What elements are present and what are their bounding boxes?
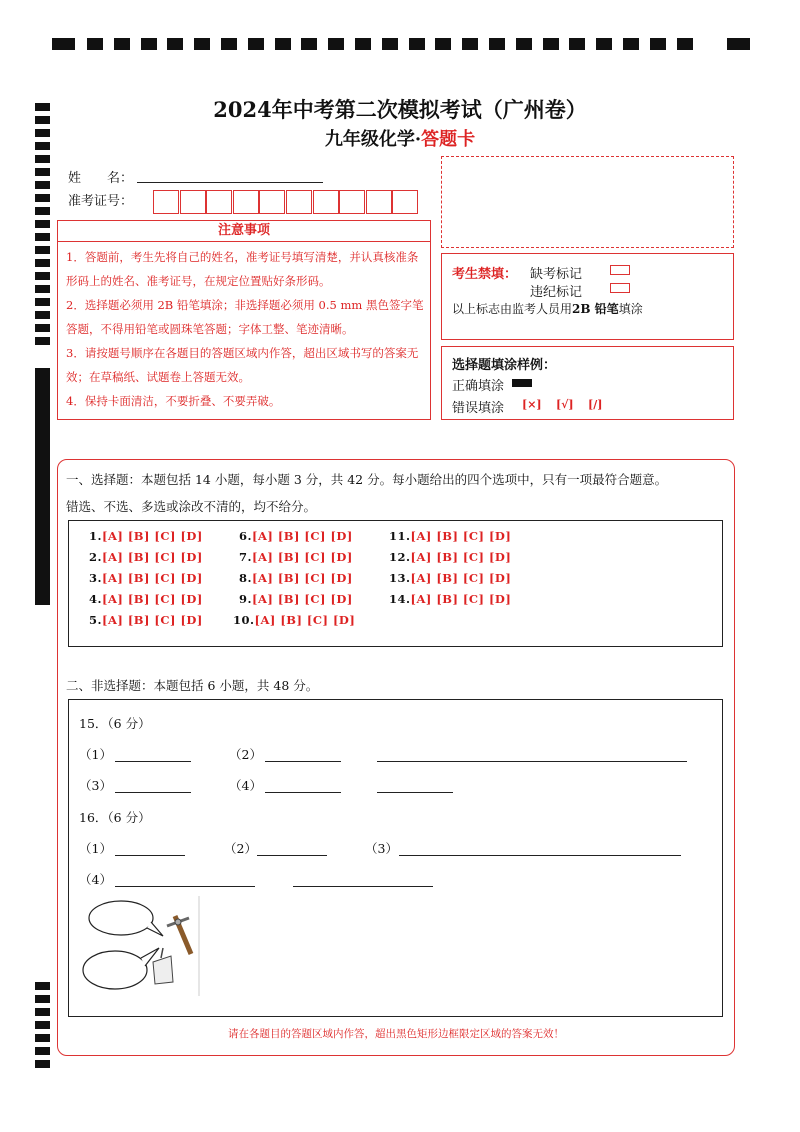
- notice-item: 4．保持卡面清洁，不要折叠、不要弄破。: [66, 394, 281, 408]
- timing-mark: [301, 38, 317, 50]
- notice-item: 1．答题前，考生先将自己的姓名，准考证号填写清楚，并认真核准条形码上的姓名、准考证号，在规定位置贴好条形码。: [66, 250, 419, 288]
- exam-id-cell[interactable]: [339, 190, 365, 214]
- section2-title: 二、非选择题：本题包括 6 小题，共 48 分。: [66, 678, 319, 693]
- violation-label: 违纪标记: [530, 285, 583, 300]
- choice-options[interactable]: [A] [B] [C] [D]: [252, 529, 353, 543]
- timing-mark: [543, 38, 559, 50]
- choice-question[interactable]: [239, 550, 353, 564]
- section1-instruction-2: 错选、不选、多选或涂改不清的，均不给分。: [66, 499, 317, 514]
- exam-id-cell[interactable]: [153, 190, 179, 214]
- wrong-mark: [√]: [556, 398, 574, 411]
- timing-mark: [114, 38, 130, 50]
- choice-number: 11.: [389, 529, 411, 543]
- absent-label: 缺考标记: [530, 267, 583, 282]
- timing-mark: [35, 155, 50, 163]
- choice-question[interactable]: [389, 529, 511, 543]
- choice-number: 6.: [239, 529, 253, 543]
- absent-mark-box[interactable]: [610, 265, 630, 275]
- forbidden-box: [441, 253, 734, 340]
- choice-number: 4.: [89, 592, 103, 606]
- q15-part4-blank-2[interactable]: [377, 792, 453, 793]
- choice-number: 14.: [389, 592, 411, 606]
- timing-mark: [35, 298, 50, 306]
- q15-part1-label: （1）: [79, 747, 112, 762]
- exam-id-cell[interactable]: [180, 190, 206, 214]
- timing-mark: [623, 38, 639, 50]
- timing-mark: [35, 576, 50, 584]
- q15-part4-blank[interactable]: [265, 792, 341, 793]
- forbidden-note: 以上标志由监考人员用2B 铅笔填涂: [452, 302, 643, 316]
- name-field[interactable]: [137, 182, 323, 183]
- timing-mark: [35, 420, 50, 428]
- choice-options[interactable]: [A] [B] [C] [D]: [410, 529, 512, 543]
- timing-mark: [35, 233, 50, 241]
- timing-mark: [35, 995, 50, 1003]
- timing-mark: [569, 38, 585, 50]
- timing-mark: [35, 207, 50, 215]
- choice-options[interactable]: [A] [B] [C] [D]: [102, 592, 203, 606]
- q15-part3-label: （3）: [79, 778, 112, 793]
- q16-title: 16．（6 分）: [79, 810, 151, 825]
- choice-number: 5.: [89, 613, 103, 627]
- choice-question[interactable]: [239, 571, 353, 585]
- q16-part1-label: （1）: [79, 841, 112, 856]
- notice-item: 2．选择题必须用 2B 铅笔填涂；非选择题必须用 0.5 mm 黑色签字笔答题，不得用铅笔或圆珠笔答题；字体工整、笔迹清晰。: [66, 298, 424, 336]
- choice-grid[interactable]: [68, 520, 723, 647]
- timing-mark: [35, 407, 50, 415]
- timing-mark: [35, 337, 50, 345]
- choice-number: 3.: [89, 571, 103, 585]
- q16-part3-blank[interactable]: [399, 855, 681, 856]
- timing-mark: [35, 1034, 50, 1042]
- exam-id-cell[interactable]: [313, 190, 339, 214]
- timing-mark: [275, 38, 291, 50]
- choice-question[interactable]: [239, 592, 353, 606]
- answer-area: [57, 459, 735, 1056]
- notice-item: 3．请按题号顺序在各题目的答题区域内作答，超出区域书写的答案无效；在草稿纸、试题卷上答题无效。: [66, 346, 419, 384]
- choice-question[interactable]: [239, 529, 353, 543]
- timing-mark: [35, 563, 50, 571]
- choice-question[interactable]: [233, 613, 355, 627]
- timing-mark: [35, 459, 50, 467]
- exam-id-grid[interactable]: [153, 190, 421, 214]
- timing-mark: [35, 394, 50, 402]
- choice-options[interactable]: [A] [B] [C] [D]: [252, 592, 353, 606]
- exam-id-cell[interactable]: [286, 190, 312, 214]
- timing-mark: [35, 511, 50, 519]
- choice-question[interactable]: [89, 571, 203, 585]
- timing-mark: [596, 38, 612, 50]
- sample-title: 选择题填涂样例：: [452, 358, 557, 373]
- timing-mark: [35, 1008, 50, 1016]
- q16-part3-label: （3）: [365, 841, 398, 856]
- choice-options[interactable]: [A] [B] [C] [D]: [252, 550, 353, 564]
- timing-mark: [35, 168, 50, 176]
- timing-mark: [727, 38, 750, 50]
- exam-id-cell[interactable]: [233, 190, 259, 214]
- q16-part4-blank-2[interactable]: [293, 886, 433, 887]
- timing-mark: [328, 38, 344, 50]
- timing-mark: [35, 446, 50, 454]
- wrong-mark: [×]: [522, 398, 542, 411]
- q16-part4-label: （4）: [79, 872, 112, 887]
- choice-question[interactable]: [89, 529, 203, 543]
- choice-number: 13.: [389, 571, 411, 585]
- wrong-label: 错误填涂: [452, 401, 505, 416]
- timing-mark: [35, 324, 50, 332]
- timing-mark: [35, 311, 50, 319]
- timing-mark: [35, 220, 50, 228]
- timing-mark: [35, 597, 50, 605]
- choice-options[interactable]: [A] [B] [C] [D]: [410, 571, 512, 585]
- barcode-area: [441, 156, 734, 248]
- notice-title: 注意事项: [58, 221, 430, 242]
- choice-number: 7.: [239, 550, 253, 564]
- q15-part2-blank[interactable]: [265, 761, 341, 762]
- timing-mark: [141, 38, 157, 50]
- choice-options[interactable]: [A] [B] [C] [D]: [254, 613, 356, 627]
- choice-options[interactable]: [A] [B] [C] [D]: [252, 571, 353, 585]
- q15-part4-label: （4）: [229, 778, 262, 793]
- choice-options[interactable]: [A] [B] [C] [D]: [102, 571, 203, 585]
- timing-mark: [35, 381, 50, 389]
- timing-mark: [35, 433, 50, 441]
- timing-mark: [35, 537, 50, 545]
- exam-id-label: 准考证号：: [68, 194, 134, 209]
- timing-mark: [35, 1060, 50, 1068]
- correct-fill-sample: [512, 379, 532, 387]
- timing-mark: [489, 38, 505, 50]
- timing-mark: [35, 550, 50, 558]
- timing-mark: [355, 38, 371, 50]
- choice-options[interactable]: [A] [B] [C] [D]: [102, 613, 203, 627]
- exam-id-cell[interactable]: [366, 190, 392, 214]
- timing-mark: [35, 472, 50, 480]
- timing-mark: [650, 38, 666, 50]
- timing-mark: [382, 38, 398, 50]
- q16-figure: [79, 896, 209, 996]
- timing-mark: [35, 285, 50, 293]
- choice-number: 12.: [389, 550, 411, 564]
- timing-mark: [516, 38, 532, 50]
- choice-question[interactable]: [89, 592, 203, 606]
- timing-mark: [462, 38, 478, 50]
- wrong-mark: [/]: [588, 398, 603, 411]
- timing-mark: [87, 38, 103, 50]
- timing-mark: [35, 181, 50, 189]
- timing-mark: [409, 38, 425, 50]
- q16-part2-label: （2）: [224, 841, 257, 856]
- q15-16-answer-box[interactable]: [68, 699, 723, 1017]
- q15-part1-blank[interactable]: [115, 761, 191, 762]
- q15-part2-blank-2[interactable]: [377, 761, 687, 762]
- choice-options[interactable]: [A] [B] [C] [D]: [410, 592, 512, 606]
- choice-question[interactable]: [89, 613, 203, 627]
- choice-options[interactable]: [A] [B] [C] [D]: [102, 529, 203, 543]
- choice-number: 9.: [239, 592, 253, 606]
- timing-mark: [221, 38, 237, 50]
- exam-id-cell[interactable]: [206, 190, 232, 214]
- timing-mark: [35, 272, 50, 280]
- timing-mark: [52, 38, 75, 50]
- timing-mark: [35, 498, 50, 506]
- choice-question[interactable]: [389, 550, 511, 564]
- choice-question[interactable]: [389, 592, 511, 606]
- footer-warning: 请在各题目的答题区域内作答，超出黑色矩形边框限定区域的答案无效！: [228, 1028, 564, 1040]
- exam-id-cell[interactable]: [259, 190, 285, 214]
- choice-number: 1.: [89, 529, 103, 543]
- timing-mark: [35, 194, 50, 202]
- timing-mark: [35, 485, 50, 493]
- choice-options[interactable]: [A] [B] [C] [D]: [410, 550, 512, 564]
- timing-mark: [194, 38, 210, 50]
- timing-mark: [167, 38, 183, 50]
- exam-id-cell[interactable]: [392, 190, 418, 214]
- q15-part2-label: （2）: [229, 747, 262, 762]
- choice-question[interactable]: [89, 550, 203, 564]
- timing-mark: [35, 982, 50, 990]
- page-title: 2024年中考第二次模拟考试（广州卷）: [213, 97, 587, 122]
- timing-mark: [677, 38, 693, 50]
- timing-mark: [35, 524, 50, 532]
- sample-box: [441, 346, 734, 420]
- q15-title: 15．（6 分）: [79, 716, 151, 731]
- section1-instruction: 一、选择题：本题包括 14 小题，每小题 3 分，共 42 分。每小题给出的四个选项中，只有一项最符合题意。: [66, 472, 668, 487]
- timing-mark: [35, 368, 50, 376]
- violation-mark-box[interactable]: [610, 283, 630, 293]
- choice-number: 8.: [239, 571, 253, 585]
- q16-part4-blank[interactable]: [115, 886, 255, 887]
- q16-part1-blank[interactable]: [115, 855, 185, 856]
- timing-mark: [35, 259, 50, 267]
- choice-number: 2.: [89, 550, 103, 564]
- notice-box: [57, 220, 431, 420]
- timing-mark: [35, 246, 50, 254]
- choice-options[interactable]: [A] [B] [C] [D]: [102, 550, 203, 564]
- page-subtitle: 九年级化学·答题卡: [324, 129, 476, 150]
- timing-mark: [435, 38, 451, 50]
- choice-number: 10.: [233, 613, 255, 627]
- choice-question[interactable]: [389, 571, 511, 585]
- timing-mark: [35, 1021, 50, 1029]
- timing-mark: [248, 38, 264, 50]
- correct-label: 正确填涂: [452, 379, 505, 394]
- timing-mark: [35, 1047, 50, 1055]
- q16-part2-blank[interactable]: [257, 855, 327, 856]
- timing-mark: [35, 589, 50, 597]
- q15-part3-blank[interactable]: [115, 792, 191, 793]
- name-label: 姓 名：: [68, 171, 134, 186]
- forbidden-label: 考生禁填：: [452, 267, 518, 282]
